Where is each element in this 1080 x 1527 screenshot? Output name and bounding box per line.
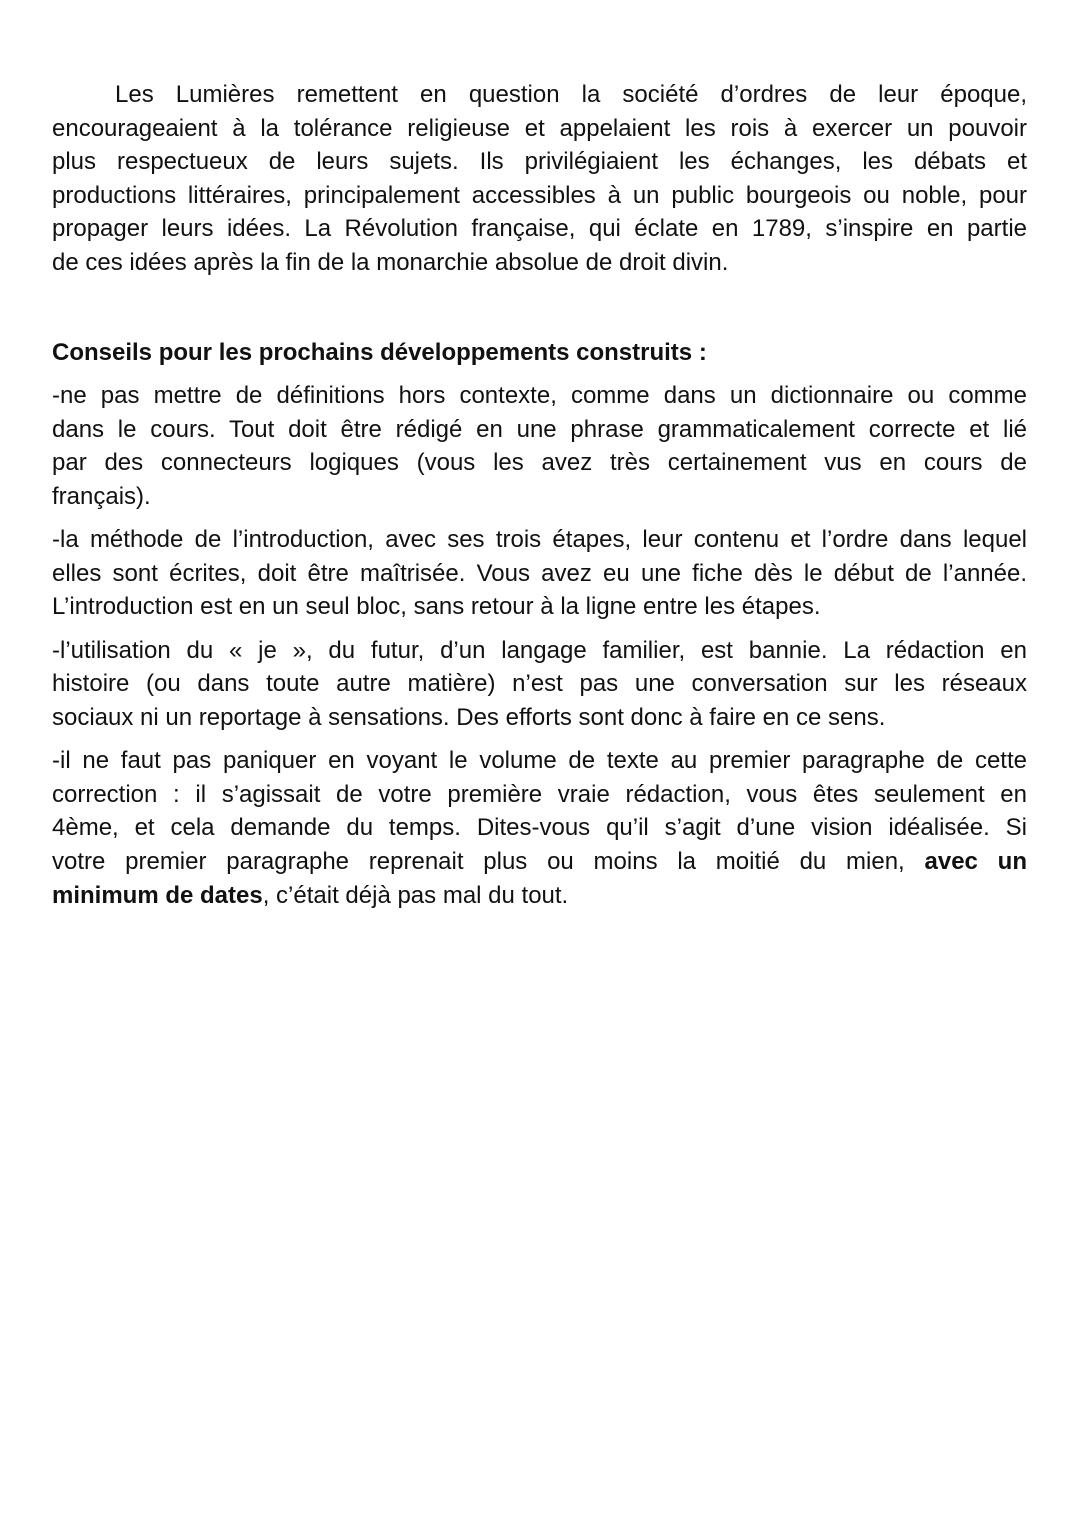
text-line — [52, 212, 1027, 246]
text-line — [52, 744, 1027, 778]
paragraph — [52, 634, 1027, 735]
text-line — [52, 667, 1027, 701]
text-line — [52, 634, 1027, 668]
text-segment: plus respectueux de leurs sujets. Ils privilégiaient les échanges, les débats et — [52, 148, 1027, 176]
text-segment: histoire (ou dans toute autre matière) n’est pas une conversation sur les réseaux — [52, 670, 1027, 698]
text-line — [52, 413, 1027, 447]
text-segment: -l’utilisation du « je », du futur, d’un langage familier, est bannie. La rédaction en — [52, 636, 1027, 664]
section-heading — [52, 336, 1027, 370]
text-line — [52, 78, 1027, 112]
text-line — [52, 336, 1027, 370]
text-line — [52, 845, 1027, 879]
text-line — [52, 246, 1027, 280]
text-segment: français). — [52, 482, 151, 510]
text-segment: L’introduction est en un seul bloc, sans retour à la ligne entre les étapes. — [52, 593, 821, 621]
text-line — [52, 379, 1027, 413]
paragraph — [52, 744, 1027, 912]
document-page — [52, 78, 1027, 922]
text-segment: Les Lumières remettent en question la société d’ordres de leur époque, — [115, 81, 1027, 108]
text-segment: -ne pas mettre de définitions hors contexte, comme dans un dictionnaire ou comme — [52, 381, 1027, 409]
text-line — [52, 879, 1027, 913]
bold-text: avec un — [924, 848, 1027, 876]
text-line — [52, 811, 1027, 845]
paragraph — [52, 379, 1027, 513]
text-line — [52, 557, 1027, 591]
text-segment: dans le cours. Tout doit être rédigé en une phrase grammaticalement correcte et lié — [52, 415, 1027, 443]
text-line — [52, 480, 1027, 514]
text-line — [52, 778, 1027, 812]
text-line — [52, 523, 1027, 557]
text-segment: sociaux ni un reportage à sensations. Des efforts sont donc à faire en ce sens. — [52, 703, 886, 731]
text-segment: -la méthode de l’introduction, avec ses trois étapes, leur contenu et l’ordre dans lequel — [52, 526, 1027, 554]
bold-text: minimum de dates — [52, 881, 263, 909]
text-line — [52, 179, 1027, 213]
text-segment: -il ne faut pas paniquer en voyant le volume de texte au premier paragraphe de cette — [52, 747, 1027, 775]
text-line — [52, 701, 1027, 735]
text-line — [52, 446, 1027, 480]
text-segment: elles sont écrites, doit être maîtrisée. Vous avez eu une fiche dès le début de l’année. — [52, 559, 1027, 587]
text-segment: 4ème, et cela demande du temps. Dites-vous qu’il s’agit d’une vision idéalisée. Si — [52, 814, 1027, 842]
text-segment: , c’était déjà pas mal du tout. — [262, 881, 569, 909]
text-segment: productions littéraires, principalement accessibles à un public bourgeois ou noble, pour — [52, 181, 1027, 209]
text-segment: par des connecteurs logiques (vous les avez très certainement vus en cours de — [52, 449, 1027, 477]
text-segment: de ces idées après la fin de la monarchie absolue de droit divin. — [52, 248, 729, 276]
text-segment: Conseils pour les prochains développements construits : — [52, 338, 707, 366]
text-line — [52, 590, 1027, 624]
text-segment: votre premier paragraphe reprenait plus ou moins la moitié du mien, — [52, 848, 925, 876]
text-segment: encourageaient à la tolérance religieuse et appelaient les rois à exercer un pouvoir — [52, 114, 1027, 142]
text-segment: correction : il s’agissait de votre première vraie rédaction, vous êtes seulement en — [52, 780, 1027, 808]
paragraph — [52, 78, 1027, 280]
paragraph — [52, 523, 1027, 624]
text-line — [52, 145, 1027, 179]
text-segment: propager leurs idées. La Révolution française, qui éclate en 1789, s’inspire en partie — [52, 215, 1027, 243]
text-line — [52, 112, 1027, 146]
